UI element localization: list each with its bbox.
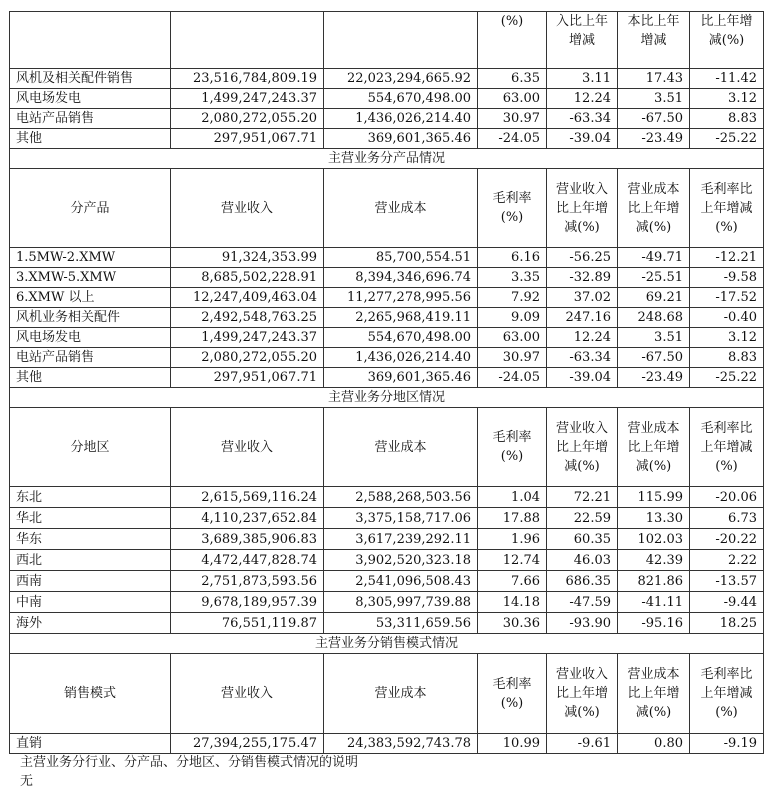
row-value: 91,324,353.99 [171,248,324,268]
row-value: 2,541,096,508.43 [324,571,478,592]
row-value: 2,265,968,419.11 [324,308,478,328]
table-row [10,308,764,328]
row-value: 3,617,239,292.11 [324,529,478,550]
row-value: 13.30 [618,508,690,529]
table-row [10,268,764,288]
row-value: -9.61 [547,734,618,754]
row-value: 53,311,659.56 [324,613,478,634]
column-header: 毛利率(%) [478,408,547,487]
row-value: 248.68 [618,308,690,328]
row-value: 2,588,268,503.56 [324,487,478,508]
row-value: 3,902,520,323.18 [324,550,478,571]
row-value: -63.34 [547,348,618,368]
row-value: 17.88 [478,508,547,529]
row-value: -9.44 [690,592,764,613]
row-value: 297,951,067.71 [171,129,324,149]
row-value: -9.58 [690,268,764,288]
row-value: 63.00 [478,328,547,348]
column-header: 营业收入比上年增减(%) [547,169,618,248]
row-value: 17.43 [618,69,690,89]
table-row [10,508,764,529]
row-value: 1,436,026,214.40 [324,109,478,129]
column-header: 营业成本比上年增减(%) [618,654,690,734]
row-value: -63.34 [547,109,618,129]
row-value: 12.24 [547,89,618,109]
row-value: 8.83 [690,348,764,368]
row-label: 中南 [10,592,171,613]
row-value: 30.97 [478,109,547,129]
row-value: -20.06 [690,487,764,508]
region-section-title: 主营业务分地区情况 [10,388,764,408]
table-row [10,368,764,388]
table-row [10,529,764,550]
table-row [10,592,764,613]
row-value: -20.22 [690,529,764,550]
row-value: -47.59 [547,592,618,613]
row-value: 9.09 [478,308,547,328]
header-cell [10,12,171,69]
row-value: 7.66 [478,571,547,592]
product-section-title-row [10,149,764,169]
row-value: -95.16 [618,613,690,634]
header-cell: (%) [478,12,547,69]
column-header: 毛利率比上年增减(%) [690,408,764,487]
row-label: 风机及相关配件销售 [10,69,171,89]
row-value: 3.11 [547,69,618,89]
row-value: 686.35 [547,571,618,592]
row-label: 其他 [10,368,171,388]
row-label: 东北 [10,487,171,508]
row-value: 3.51 [618,328,690,348]
column-header: 毛利率比上年增减(%) [690,654,764,734]
table-row [10,288,764,308]
row-value: 1.04 [478,487,547,508]
column-header: 营业成本比上年增减(%) [618,408,690,487]
row-value: 1,499,247,243.37 [171,328,324,348]
table-row [10,109,764,129]
row-value: 2,615,569,116.24 [171,487,324,508]
row-label: 华东 [10,529,171,550]
row-value: -9.19 [690,734,764,754]
table-row [10,734,764,754]
sales_mode-header-row [10,654,764,734]
header-cell [324,12,478,69]
column-header: 分产品 [10,169,171,248]
row-value: -39.04 [547,368,618,388]
column-header: 营业收入 [171,654,324,734]
sales_mode-section-title: 主营业务分销售模式情况 [10,634,764,654]
row-value: 10.99 [478,734,547,754]
table-row [10,129,764,149]
row-value: 30.36 [478,613,547,634]
footnote-title: 主营业务分行业、分产品、分地区、分销售模式情况的说明 [20,755,359,770]
row-value: 3.12 [690,328,764,348]
row-value: -41.11 [618,592,690,613]
row-label: 6.XMW 以上 [10,288,171,308]
column-header: 营业收入比上年增减(%) [547,408,618,487]
column-header: 分地区 [10,408,171,487]
row-value: 12,247,409,463.04 [171,288,324,308]
table-row [10,69,764,89]
table-row [10,89,764,109]
row-value: 27,394,255,175.47 [171,734,324,754]
row-value: 85,700,554.51 [324,248,478,268]
header-cell: 比上年增减(%) [690,12,764,69]
row-value: 2,751,873,593.56 [171,571,324,592]
row-value: 369,601,365.46 [324,129,478,149]
row-value: 247.16 [547,308,618,328]
row-value: 115.99 [618,487,690,508]
row-label: 海外 [10,613,171,634]
row-label: 西北 [10,550,171,571]
row-label: 其他 [10,129,171,149]
row-value: 1,499,247,243.37 [171,89,324,109]
row-value: -24.05 [478,368,547,388]
region-section-title-row [10,388,764,408]
row-value: 63.00 [478,89,547,109]
row-value: -39.04 [547,129,618,149]
row-value: 3.51 [618,89,690,109]
table-row [10,571,764,592]
header-cell [171,12,324,69]
column-header: 营业成本比上年增减(%) [618,169,690,248]
row-value: 2,080,272,055.20 [171,348,324,368]
row-value: 42.39 [618,550,690,571]
row-value: -67.50 [618,109,690,129]
row-label: 风机业务相关配件 [10,308,171,328]
row-value: -32.89 [547,268,618,288]
sales_mode-section-title-row [10,634,764,654]
table-row [10,487,764,508]
row-label: 西南 [10,571,171,592]
row-value: -56.25 [547,248,618,268]
row-value: 2,080,272,055.20 [171,109,324,129]
row-value: 8.83 [690,109,764,129]
row-value: 4,110,237,652.84 [171,508,324,529]
row-value: 554,670,498.00 [324,328,478,348]
column-header: 销售模式 [10,654,171,734]
row-value: 30.97 [478,348,547,368]
product-header-row [10,169,764,248]
row-value: 22,023,294,665.92 [324,69,478,89]
row-value: 1.96 [478,529,547,550]
row-value: 76,551,119.87 [171,613,324,634]
row-value: -25.51 [618,268,690,288]
row-value: 3.12 [690,89,764,109]
row-value: -11.42 [690,69,764,89]
segment-table [9,11,764,754]
row-value: 12.74 [478,550,547,571]
row-value: 60.35 [547,529,618,550]
row-value: 12.24 [547,328,618,348]
financial-table-area [9,11,763,754]
column-header: 营业收入比上年增减(%) [547,654,618,734]
row-value: 297,951,067.71 [171,368,324,388]
row-value: 554,670,498.00 [324,89,478,109]
table-row [10,328,764,348]
row-value: -13.57 [690,571,764,592]
product-section-title: 主营业务分产品情况 [10,149,764,169]
row-label: 3.XMW-5.XMW [10,268,171,288]
row-label: 风电场发电 [10,328,171,348]
row-value: 3,689,385,906.83 [171,529,324,550]
row-value: 2.22 [690,550,764,571]
column-header: 营业成本 [324,654,478,734]
row-label: 华北 [10,508,171,529]
row-value: -25.22 [690,129,764,149]
row-value: 37.02 [547,288,618,308]
row-value: 69.21 [618,288,690,308]
row-value: -24.05 [478,129,547,149]
table-row [10,348,764,368]
column-header: 营业收入 [171,408,324,487]
column-header: 毛利率(%) [478,169,547,248]
row-value: -67.50 [618,348,690,368]
row-value: 821.86 [618,571,690,592]
row-value: 4,472,447,828.74 [171,550,324,571]
table-row [10,550,764,571]
table-row [10,248,764,268]
row-value: -12.21 [690,248,764,268]
row-value: 2,492,548,763.25 [171,308,324,328]
row-label: 电站产品销售 [10,348,171,368]
column-header: 营业成本 [324,408,478,487]
row-value: 8,394,346,696.74 [324,268,478,288]
row-value: 6.73 [690,508,764,529]
row-value: -0.40 [690,308,764,328]
row-value: 8,685,502,228.91 [171,268,324,288]
row-value: 0.80 [618,734,690,754]
row-value: 14.18 [478,592,547,613]
row-value: 6.35 [478,69,547,89]
row-value: 7.92 [478,288,547,308]
row-value: -49.71 [618,248,690,268]
row-value: 23,516,784,809.19 [171,69,324,89]
row-label: 直销 [10,734,171,754]
header-cell: 本比上年增减 [618,12,690,69]
row-value: 3.35 [478,268,547,288]
row-value: 22.59 [547,508,618,529]
row-value: 102.03 [618,529,690,550]
row-value: 8,305,997,739.88 [324,592,478,613]
row-value: -23.49 [618,129,690,149]
row-value: 3,375,158,717.06 [324,508,478,529]
header-cell: 入比上年增减 [547,12,618,69]
column-header: 毛利率(%) [478,654,547,734]
column-header: 毛利率比上年增减(%) [690,169,764,248]
column-header: 营业收入 [171,169,324,248]
row-label: 1.5MW-2.XMW [10,248,171,268]
row-value: 11,277,278,995.56 [324,288,478,308]
row-value: 9,678,189,957.39 [171,592,324,613]
footnote-text: 无 [20,774,34,789]
row-value: 18.25 [690,613,764,634]
row-value: 24,383,592,743.78 [324,734,478,754]
row-label: 电站产品销售 [10,109,171,129]
row-value: -17.52 [690,288,764,308]
top-header-row [10,12,764,69]
row-value: -25.22 [690,368,764,388]
row-value: -23.49 [618,368,690,388]
row-value: 72.21 [547,487,618,508]
row-value: 369,601,365.46 [324,368,478,388]
column-header: 营业成本 [324,169,478,248]
row-value: -93.90 [547,613,618,634]
row-value: 46.03 [547,550,618,571]
row-value: 1,436,026,214.40 [324,348,478,368]
row-label: 风电场发电 [10,89,171,109]
row-value: 6.16 [478,248,547,268]
table-row [10,613,764,634]
region-header-row [10,408,764,487]
